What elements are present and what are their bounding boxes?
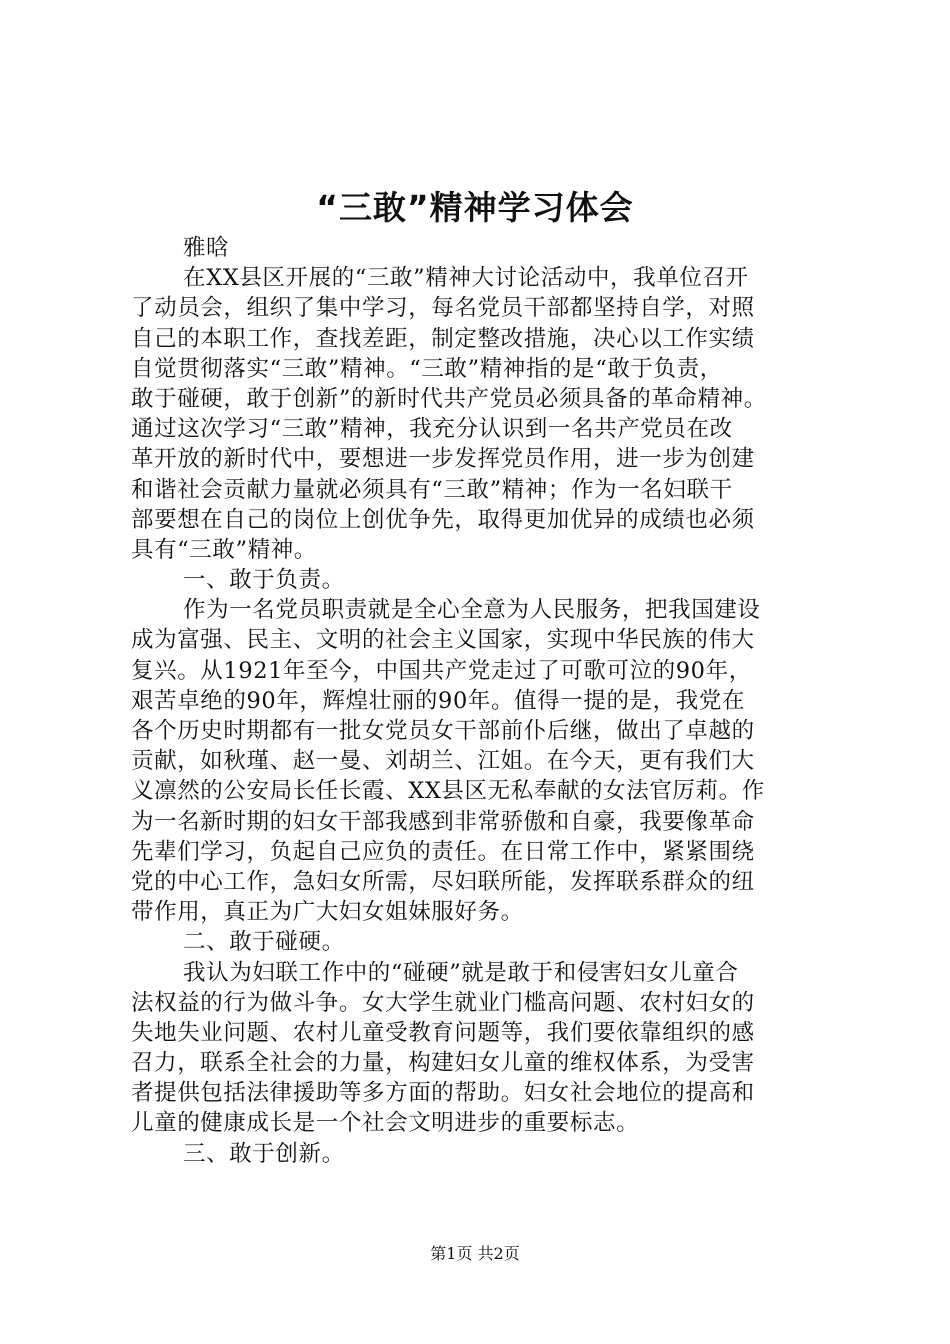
text-line: 自己的本职工作，查找差距，制定整改措施，决心以工作实绩 — [131, 325, 755, 352]
text-line: 部要想在自己的岗位上创优争先，取得更加优异的成绩也必须 — [131, 506, 755, 533]
text-line: 法权益的行为做斗争。女大学生就业门槛高问题、农村妇女的 — [131, 989, 755, 1016]
text-line: 复兴。从1921年至今，中国共产党走过了可歌可泣的90年， — [131, 657, 752, 684]
text-line: 为一名新时期的妇女干部我感到非常骄傲和自豪，我要像革命 — [131, 808, 755, 835]
text-line: 我认为妇联工作中的“碰硬”就是敢于和侵害妇女儿童合 — [183, 959, 739, 986]
text-line: 者提供包括法律援助等多方面的帮助。妇女社会地位的提高和 — [131, 1080, 755, 1107]
text-line: 在XX县区开展的“三敢”精神大讨论活动中，我单位召开 — [183, 265, 749, 292]
text-line: 党的中心工作，急妇女所需，尽妇联所能，发挥联系群众的纽 — [131, 868, 755, 895]
text-line: 义凛然的公安局长任长霞、XX县区无私奉献的女法官厉莉。作 — [131, 778, 765, 805]
text-line: 一、敢于负责。 — [183, 567, 345, 594]
text-line: 了动员会，组织了集中学习，每名党员干部都坚持自学，对照 — [131, 295, 755, 322]
text-line: 三、敢于创新。 — [183, 1140, 345, 1167]
text-line: 自觉贯彻落实“三敢”精神。“三敢”精神指的是“敢于负责， — [131, 355, 723, 382]
text-line: 成为富强、民主、文明的社会主义国家，实现中华民族的伟大 — [131, 627, 755, 654]
text-line: 具有“三敢”精神。 — [131, 536, 317, 563]
text-line: 敢于碰硬，敢于创新”的新时代共产党员必须具备的革命精神。 — [131, 385, 767, 412]
text-line: 雅晗 — [183, 235, 230, 261]
document-title: “三敢”精神学习体会 — [316, 188, 634, 227]
document-body — [131, 233, 821, 1169]
text-line: 艰苦卓绝的90年，辉煌壮丽的90年。值得一提的是，我党在 — [131, 687, 746, 714]
text-line: 革开放的新时代中，要想进一步发挥党员作用，进一步为创建 — [131, 446, 755, 473]
text-line: 失地失业问题、农村儿童受教育问题等，我们要依靠组织的感 — [131, 1019, 755, 1046]
text-line: 先辈们学习，负起自己应负的责任。在日常工作中，紧紧围绕 — [131, 838, 755, 865]
text-line: 召力，联系全社会的力量，构建妇女儿童的维权体系，为受害 — [131, 1050, 755, 1077]
text-line: 贡献，如秋瑾、赵一曼、刘胡兰、江姐。在今天，更有我们大 — [131, 748, 755, 775]
text-line: 带作用，真正为广大妇女姐妹服好务。 — [131, 899, 524, 926]
text-line: 作为一名党员职责就是全心全意为人民服务，把我国建设 — [183, 597, 761, 624]
text-line: 儿童的健康成长是一个社会文明进步的重要标志。 — [131, 1110, 640, 1137]
page-footer: 第1页 共2页 — [430, 1244, 520, 1263]
text-line: 和谐社会贡献力量就必须具有“三敢”精神；作为一名妇联干 — [131, 476, 733, 503]
text-line: 通过这次学习“三敢”精神，我充分认识到一名共产党员在改 — [131, 416, 733, 443]
text-line: 二、敢于碰硬。 — [183, 929, 345, 956]
text-line: 各个历史时期都有一批女党员女干部前仆后继，做出了卓越的 — [131, 718, 755, 744]
